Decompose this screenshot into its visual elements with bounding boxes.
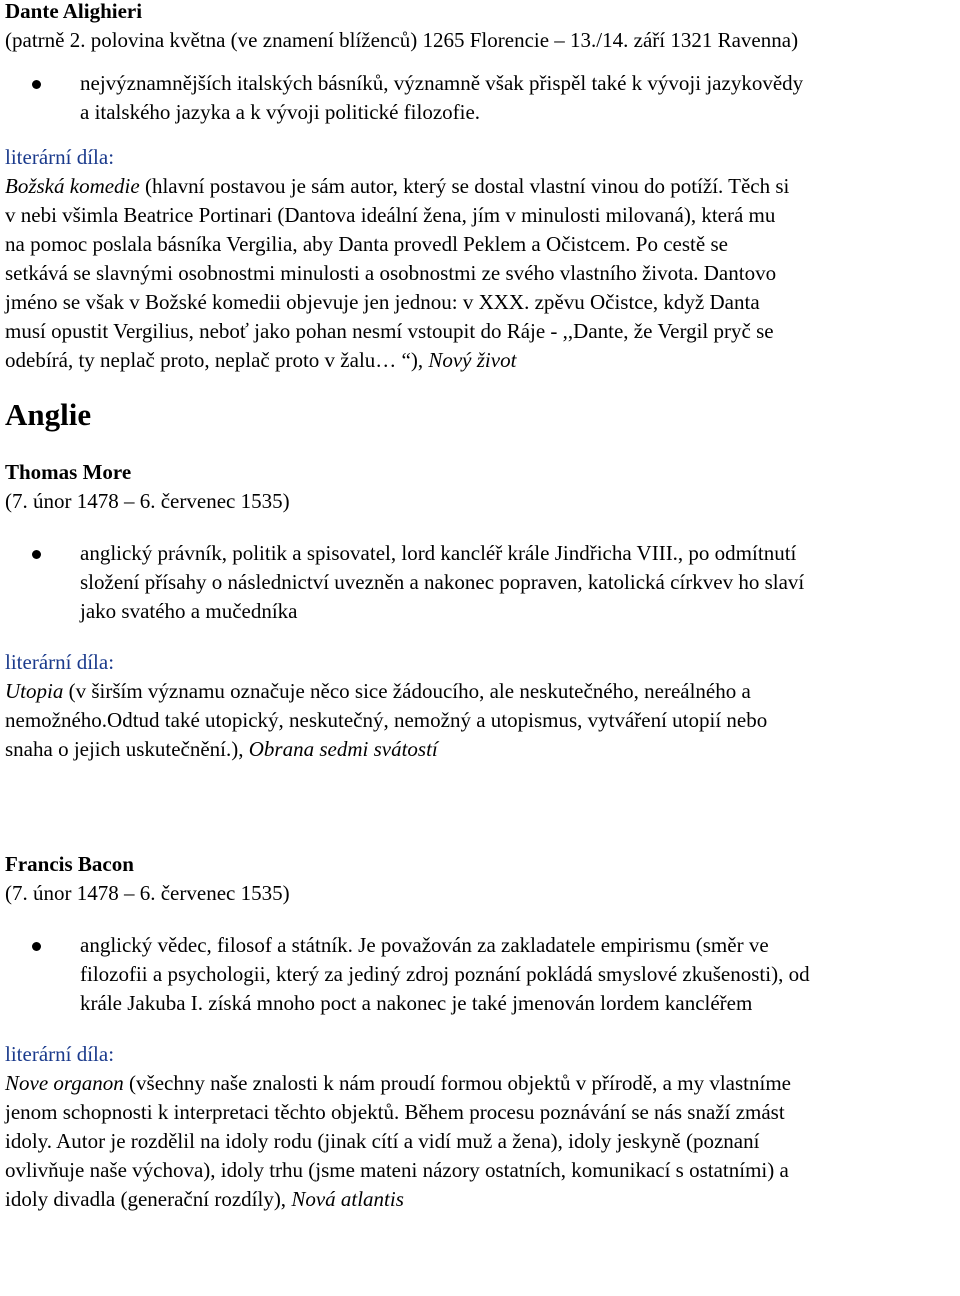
author-dates: (patrně 2. polovina května (ve znamení blíženců) 1265 Florencie – 13./14. září 1321 Ravenna) <box>5 28 799 52</box>
bullet-text-line: a italského jazyka a k vývoji politické filozofie. <box>80 100 481 124</box>
bullet-item <box>5 931 960 1018</box>
work-title: Nová atlantis <box>291 1187 404 1211</box>
dante-section <box>5 0 960 375</box>
bullet-text-line: filozofii a psychologii, který za jediný zdroj poznání pokládá smyslové zkušenosti), od <box>80 962 810 986</box>
bullet-text-line: krále Jakuba I. získá mnoho poct a nakonec je také jmenován lordem kancléřem <box>80 991 753 1015</box>
paragraph-line: v nebi všimla Beatrice Portinari (Dantova ideální žena, jím v minulosti milovaná), která mu <box>5 203 776 227</box>
section-heading: Anglie <box>5 397 92 432</box>
paragraph-line: setkává se slavnými osobnostmi minulosti a osobnostmi ze svého vlastního života. Dantovo <box>5 261 777 285</box>
bullet-text-line: nejvýznamnějších italských básníků, významně však přispěl také k vývoji jazykovědy <box>80 71 804 95</box>
works-label: literární díla: <box>5 145 115 169</box>
bullet-text-line: složení přísahy o následnictví uvezněn a nakonec popraven, katolická církvev ho slaví <box>80 570 805 594</box>
paragraph-line: jméno se však v Božské komedii objevuje jen jednou: v XXX. zpěvu Očistce, když Danta <box>5 290 760 314</box>
paragraph-line: na pomoc poslala básníka Vergilia, aby Danta provedl Peklem a Očistcem. Po cestě se <box>5 232 728 256</box>
author-name: Francis Bacon <box>5 852 134 876</box>
author-dates: (7. únor 1478 – 6. červenec 1535) <box>5 881 290 905</box>
document-page <box>5 0 960 1214</box>
bullet-dot-icon <box>32 942 41 951</box>
paragraph-line: idoly divadla (generační rozdíly), <box>5 1187 292 1211</box>
paragraph-line: nemožného.Odtud také utopický, neskutečný, nemožný a utopismus, vytváření utopií nebo <box>5 708 768 732</box>
author-name: Dante Alighieri <box>5 0 143 23</box>
works-paragraph <box>5 677 960 764</box>
work-title: Nove organon <box>5 1071 124 1095</box>
work-title: Nový život <box>428 348 517 372</box>
paragraph-line: odebírá, ty neplač proto, neplač proto v žalu… “), <box>5 348 429 372</box>
bullet-item <box>5 539 960 626</box>
paragraph-line: jenom schopnosti k interpretaci těchto objektů. Během procesu poznávání se nás snaží zmást <box>5 1100 785 1124</box>
work-title: Božská komedie <box>5 174 140 198</box>
bullet-text-line: anglický vědec, filosof a státník. Je považován za zakladatele empirismu (směr ve <box>80 933 769 957</box>
works-label: literární díla: <box>5 1042 115 1066</box>
bacon-section <box>5 850 960 1214</box>
work-description: (všechny naše znalosti k nám proudí formou objektů v přírodě, a my vlastníme <box>123 1071 791 1095</box>
works-paragraph <box>5 172 960 375</box>
bullet-dot-icon <box>32 550 41 559</box>
work-title: Obrana sedmi svátostí <box>248 737 438 761</box>
work-description: (hlavní postavou je sám autor, který se dostal vlastní vinou do potíží. Těch si <box>139 174 790 198</box>
paragraph-line: idoly. Autor je rozdělil na idoly rodu (jinak cítí a vidí muž a žena), idoly jeskyně (poznaní <box>5 1129 760 1153</box>
more-section <box>5 458 960 764</box>
paragraph-line: snaha o jejich uskutečnění.), <box>5 737 249 761</box>
bullet-text-line: anglický právník, politik a spisovatel, lord kancléř krále Jindřicha VIII., po odmítnutí <box>80 541 797 565</box>
paragraph-line: musí opustit Vergilius, neboť jako pohan nesmí vstoupit do Ráje - ,,Dante, že Vergil pryč se <box>5 319 774 343</box>
works-label: literární díla: <box>5 650 115 674</box>
paragraph-line: ovlivňuje naše výchova), idoly trhu (jsme mateni názory ostatních, komunikací s ostatními) a <box>5 1158 789 1182</box>
author-dates: (7. únor 1478 – 6. červenec 1535) <box>5 489 290 513</box>
work-title: Utopia <box>5 679 64 703</box>
bullet-item <box>5 69 960 127</box>
bullet-text-line: jako svatého a mučedníka <box>80 599 298 623</box>
works-paragraph <box>5 1069 960 1214</box>
author-name: Thomas More <box>5 460 132 484</box>
bullet-dot-icon <box>32 80 41 89</box>
work-description: (v širším významu označuje něco sice žádoucího, ale neskutečného, nereálného a <box>63 679 751 703</box>
